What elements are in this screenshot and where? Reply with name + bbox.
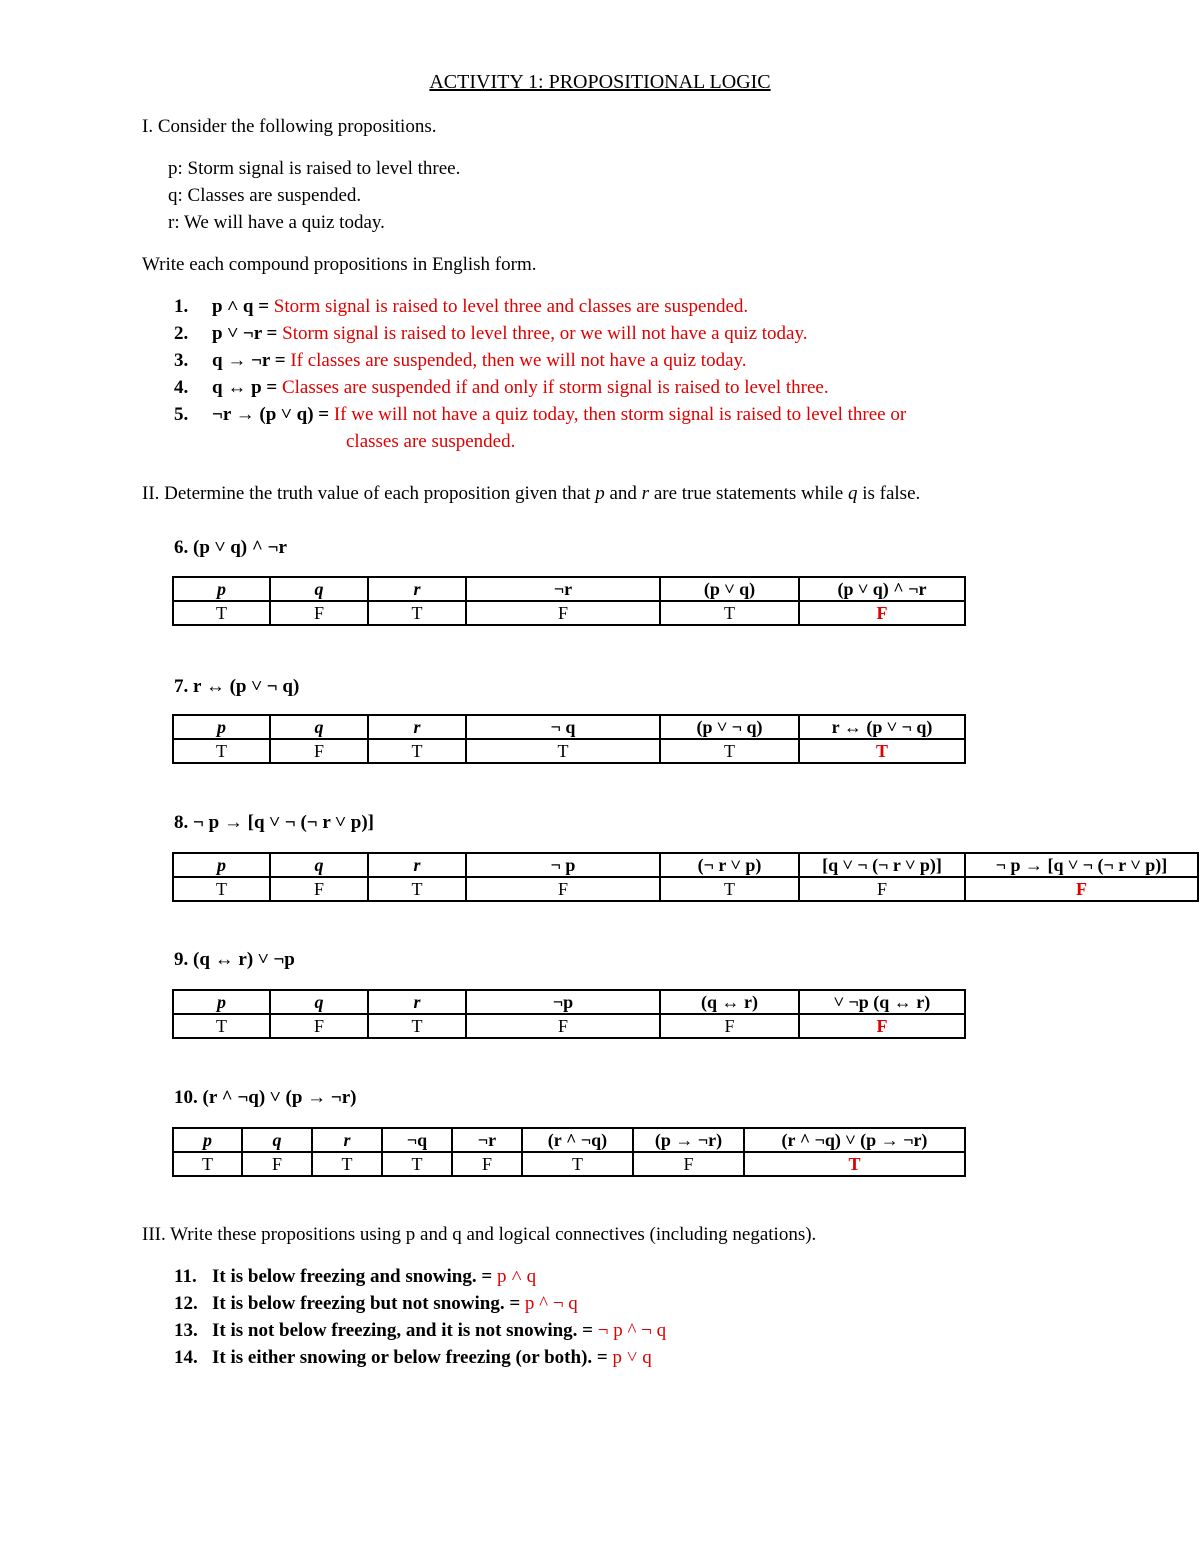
list-item bbox=[174, 1347, 652, 1369]
item-answer-continued: classes are suspended. bbox=[346, 431, 516, 452]
table-cell: T bbox=[368, 739, 466, 763]
column-header: r bbox=[368, 577, 466, 601]
column-header: q bbox=[270, 577, 368, 601]
list-item bbox=[174, 1320, 666, 1342]
column-header: p bbox=[173, 715, 270, 739]
table-cell: F bbox=[270, 877, 368, 901]
item-expression: p ˄ q = bbox=[212, 296, 270, 317]
column-header: p bbox=[173, 1128, 242, 1152]
table-cell: F bbox=[242, 1152, 312, 1176]
part1-heading: I. Consider the following propositions. bbox=[142, 116, 437, 137]
list-item bbox=[174, 296, 748, 318]
part3-heading: III. Write these propositions using p and q and logical connectives (including negations). bbox=[142, 1224, 817, 1245]
table-cell: T bbox=[368, 877, 466, 901]
answer-cell: F bbox=[799, 601, 965, 625]
column-header: ¬p bbox=[466, 990, 660, 1014]
table-cell: F bbox=[270, 739, 368, 763]
item-answer: p ˅ q bbox=[612, 1347, 652, 1368]
truth-table-8 bbox=[172, 852, 1199, 902]
column-header: ¬ p bbox=[466, 853, 660, 877]
problem-10-label: 10. (r ^ ¬q) ˅ (p → ¬r) bbox=[174, 1087, 357, 1108]
column-header: r ↔ (p ˅ ¬ q) bbox=[799, 715, 965, 739]
item-number: 3. bbox=[174, 350, 189, 371]
column-header: q bbox=[270, 990, 368, 1014]
list-item bbox=[174, 377, 829, 399]
table-cell: T bbox=[466, 739, 660, 763]
list-item bbox=[174, 350, 747, 372]
item-answer: If classes are suspended, then we will not have a quiz today. bbox=[290, 350, 747, 371]
list-item bbox=[174, 1293, 578, 1315]
item-answer: Storm signal is raised to level three, or we will not have a quiz today. bbox=[282, 323, 808, 344]
list-item bbox=[174, 323, 808, 345]
table-cell: T bbox=[660, 739, 799, 763]
column-header: ¬q bbox=[382, 1128, 452, 1152]
column-header: q bbox=[270, 715, 368, 739]
item-answer: ¬ p ^ ¬ q bbox=[597, 1320, 667, 1341]
table-row bbox=[173, 1014, 965, 1038]
table-cell: T bbox=[660, 601, 799, 625]
item-answer: Storm signal is raised to level three and classes are suspended. bbox=[273, 296, 749, 317]
list-item bbox=[174, 1266, 536, 1288]
item-number: 4. bbox=[174, 377, 189, 398]
column-header: (q ↔ r) bbox=[660, 990, 799, 1014]
table-cell: T bbox=[173, 877, 270, 901]
item-answer: Classes are suspended if and only if storm signal is raised to level three. bbox=[281, 377, 829, 398]
table-cell: F bbox=[452, 1152, 522, 1176]
column-header: (p → ¬r) bbox=[633, 1128, 744, 1152]
table-cell: T bbox=[368, 1014, 466, 1038]
item-answer: p ^ ¬ q bbox=[524, 1293, 578, 1314]
item-text: It is below freezing but not snowing. = bbox=[212, 1293, 521, 1314]
column-header: (r ^ ¬q) bbox=[522, 1128, 633, 1152]
column-header: ¬ p → [q ˅ ¬ (¬ r ˅ p)] bbox=[965, 853, 1198, 877]
table-cell: T bbox=[173, 1014, 270, 1038]
column-header: r bbox=[312, 1128, 382, 1152]
document-title: ACTIVITY 1: PROPOSITIONAL LOGIC bbox=[429, 71, 771, 93]
item-expression: p ˅ ¬r = bbox=[212, 323, 278, 344]
column-header: r bbox=[368, 990, 466, 1014]
problem-9-label: 9. (q ↔ r) ˅ ¬p bbox=[174, 949, 295, 970]
table-header-row bbox=[173, 853, 1198, 877]
item-number: 11. bbox=[174, 1266, 197, 1287]
column-header: ˅ ¬p (q ↔ r) bbox=[799, 990, 965, 1014]
table-cell: T bbox=[312, 1152, 382, 1176]
item-expression: q → ¬r = bbox=[212, 350, 286, 371]
problem-8-label: 8. ¬ p → [q ˅ ¬ (¬ r ˅ p)] bbox=[174, 812, 374, 833]
truth-table-7 bbox=[172, 714, 966, 764]
item-text: It is not below freezing, and it is not snowing. = bbox=[212, 1320, 594, 1341]
table-cell: F bbox=[633, 1152, 744, 1176]
column-header: r bbox=[368, 715, 466, 739]
table-cell: F bbox=[466, 877, 660, 901]
column-header: [q ˅ ¬ (¬ r ˅ p)] bbox=[799, 853, 965, 877]
part1-instruction: Write each compound propositions in English form. bbox=[142, 254, 537, 275]
item-number: 14. bbox=[174, 1347, 198, 1368]
item-text: It is below freezing and snowing. = bbox=[212, 1266, 493, 1287]
proposition-q: q: Classes are suspended. bbox=[168, 185, 362, 206]
column-header: (p ˅ ¬ q) bbox=[660, 715, 799, 739]
item-answer: If we will not have a quiz today, then storm signal is raised to level three or bbox=[333, 404, 907, 425]
table-cell: F bbox=[270, 601, 368, 625]
table-cell: F bbox=[660, 1014, 799, 1038]
proposition-r: r: We will have a quiz today. bbox=[168, 212, 385, 233]
column-header: ¬r bbox=[466, 577, 660, 601]
table-row bbox=[173, 739, 965, 763]
truth-table-9 bbox=[172, 989, 966, 1039]
column-header: p bbox=[173, 577, 270, 601]
table-cell: F bbox=[799, 877, 965, 901]
table-cell: F bbox=[466, 601, 660, 625]
problem-7-label: 7. r ↔ (p ˅ ¬ q) bbox=[174, 676, 300, 697]
item-expression: ¬r → (p ˅ q) = bbox=[212, 404, 330, 425]
table-cell: T bbox=[173, 1152, 242, 1176]
table-header-row bbox=[173, 715, 965, 739]
column-header: (p ˅ q) ^ ¬r bbox=[799, 577, 965, 601]
column-header: ¬ q bbox=[466, 715, 660, 739]
item-number: 2. bbox=[174, 323, 189, 344]
column-header: (r ^ ¬q) ˅ (p → ¬r) bbox=[744, 1128, 965, 1152]
problem-6-label: 6. (p ˅ q) ^ ¬r bbox=[174, 537, 287, 558]
item-answer: p ˄ q bbox=[496, 1266, 537, 1287]
item-number: 1. bbox=[174, 296, 189, 317]
column-header: p bbox=[173, 990, 270, 1014]
column-header: q bbox=[242, 1128, 312, 1152]
answer-cell: F bbox=[965, 877, 1198, 901]
table-cell: F bbox=[270, 1014, 368, 1038]
table-cell: T bbox=[660, 877, 799, 901]
table-cell: F bbox=[466, 1014, 660, 1038]
column-header: (p ˅ q) bbox=[660, 577, 799, 601]
item-number: 12. bbox=[174, 1293, 198, 1314]
table-header-row bbox=[173, 990, 965, 1014]
table-cell: T bbox=[173, 739, 270, 763]
proposition-p: p: Storm signal is raised to level three. bbox=[168, 158, 461, 179]
table-row bbox=[173, 1152, 965, 1176]
item-expression: q ↔ p = bbox=[212, 377, 278, 398]
column-header: ¬r bbox=[452, 1128, 522, 1152]
table-row bbox=[173, 601, 965, 625]
item-number: 5. bbox=[174, 404, 189, 425]
table-cell: T bbox=[368, 601, 466, 625]
table-header-row bbox=[173, 577, 965, 601]
column-header: (¬ r ˅ p) bbox=[660, 853, 799, 877]
column-header: r bbox=[368, 853, 466, 877]
table-cell: T bbox=[382, 1152, 452, 1176]
list-item bbox=[174, 404, 906, 426]
answer-cell: F bbox=[799, 1014, 965, 1038]
truth-table-10 bbox=[172, 1127, 966, 1177]
item-number: 13. bbox=[174, 1320, 198, 1341]
answer-cell: T bbox=[744, 1152, 965, 1176]
answer-cell: T bbox=[799, 739, 965, 763]
table-cell: T bbox=[173, 601, 270, 625]
column-header: p bbox=[173, 853, 270, 877]
column-header: q bbox=[270, 853, 368, 877]
table-cell: T bbox=[522, 1152, 633, 1176]
table-header-row bbox=[173, 1128, 965, 1152]
item-text: It is either snowing or below freezing (or both). = bbox=[212, 1347, 608, 1368]
truth-table-6 bbox=[172, 576, 966, 626]
part2-heading: II. Determine the truth value of each proposition given that p and r are true statements while q is false. bbox=[142, 483, 921, 504]
table-row bbox=[173, 877, 1198, 901]
